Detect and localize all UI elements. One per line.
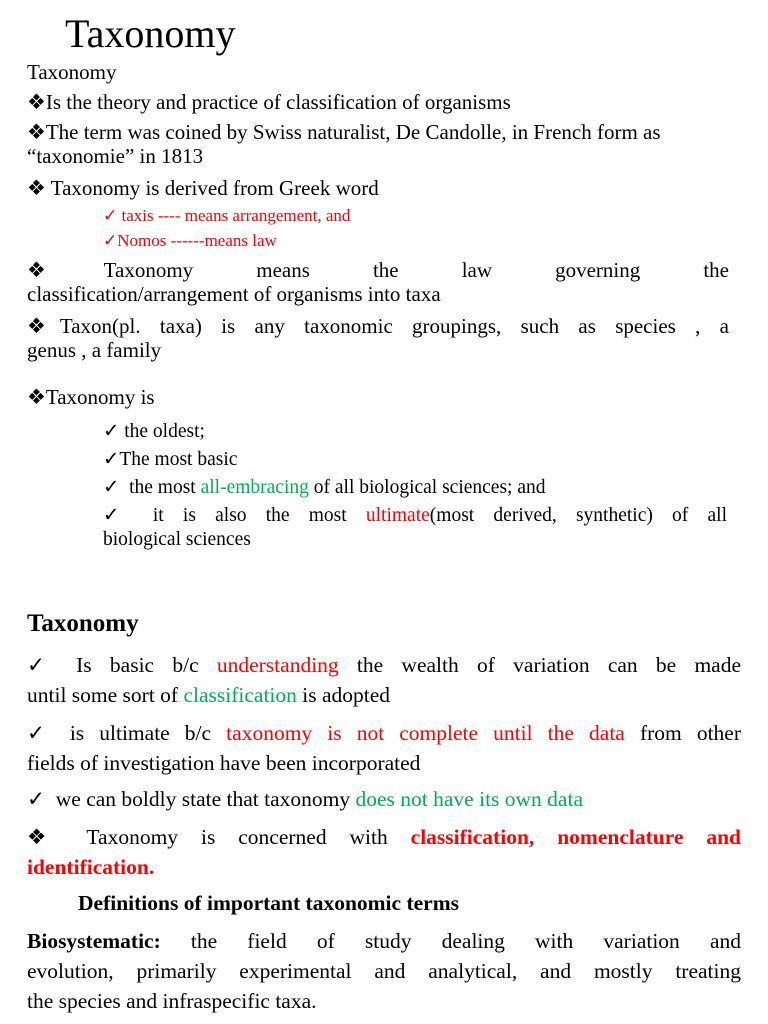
diamond-bullet-icon: ❖ <box>27 825 64 849</box>
check-item-ultimate: ✓ it is also the most ultimate(most derived, synthetic) of all biological sciences <box>103 505 727 550</box>
bullet-definition: ❖Is the theory and practice of classification of organisms <box>27 90 511 114</box>
bullet-taxon: ❖Taxon(pl. taxa) is any taxonomic groupings, such as species , a genus , a family <box>27 314 729 362</box>
bullet-term-coined: ❖The term was coined by Swiss naturalist, De Candolle, in French form as “taxonomie” in 1813 <box>27 120 661 168</box>
section-heading: Taxonomy <box>27 610 139 637</box>
bullet-meaning: ❖Taxonomy means the law governing the classification/arrangement of organisms into taxa <box>27 258 729 306</box>
diamond-bullet-icon: ❖ <box>27 385 46 409</box>
bullet-greek-word: ❖ Taxonomy is derived from Greek word <box>27 176 379 200</box>
checkmark-icon: ✓ <box>103 505 134 526</box>
checkmark-icon: ✓ <box>103 477 120 498</box>
checkmark-icon: ✓ <box>27 787 46 811</box>
checkmark-icon: ✓ <box>103 421 120 442</box>
bullet-concerned-with: ❖ Taxonomy is concerned with classification, nomenclature and identification. <box>27 825 741 879</box>
definition-biosystematic: Biosystematic: the field of study dealing with variation and evolution, primarily experimental and analytical, and mostly treating the species and infraspecific taxa. <box>27 929 741 1013</box>
diamond-bullet-icon: ❖ <box>27 90 46 114</box>
check-item-own-data: ✓ we can boldly state that taxonomy does not have its own data <box>27 787 583 811</box>
check-item-oldest: ✓ the oldest; <box>103 421 205 442</box>
check-item-basic-bc: ✓ Is basic b/c understanding the wealth of variation can be made until some sort of classification is adopted <box>27 653 741 707</box>
checkmark-icon: ✓ <box>27 653 58 677</box>
checkmark-icon: ✓ <box>103 449 120 470</box>
checkmark-icon: ✓ <box>27 721 55 745</box>
checkmark-icon: ✓ <box>103 231 118 250</box>
bullet-taxonomy-is: ❖Taxonomy is <box>27 385 155 409</box>
checkmark-icon: ✓ <box>103 206 118 225</box>
slide-subtitle: Taxonomy <box>27 60 117 84</box>
definitions-heading: Definitions of important taxonomic terms <box>78 891 459 915</box>
diamond-bullet-icon: ❖ <box>27 176 46 200</box>
sub-item-taxis: ✓ taxis ---- means arrangement, and <box>103 206 351 225</box>
check-item-ultimate-bc: ✓ is ultimate b/c taxonomy is not complete until the data from other fields of investigation have been incorporated <box>27 721 741 775</box>
check-item-basic: ✓The most basic <box>103 449 238 470</box>
check-item-embracing: ✓ the most all-embracing of all biological sciences; and <box>103 477 546 498</box>
diamond-bullet-icon: ❖ <box>27 314 60 338</box>
diamond-bullet-icon: ❖ <box>27 258 104 282</box>
slide-title: Taxonomy <box>65 11 236 56</box>
diamond-bullet-icon: ❖ <box>27 120 46 144</box>
sub-item-nomos: ✓Nomos ------means law <box>103 231 277 250</box>
